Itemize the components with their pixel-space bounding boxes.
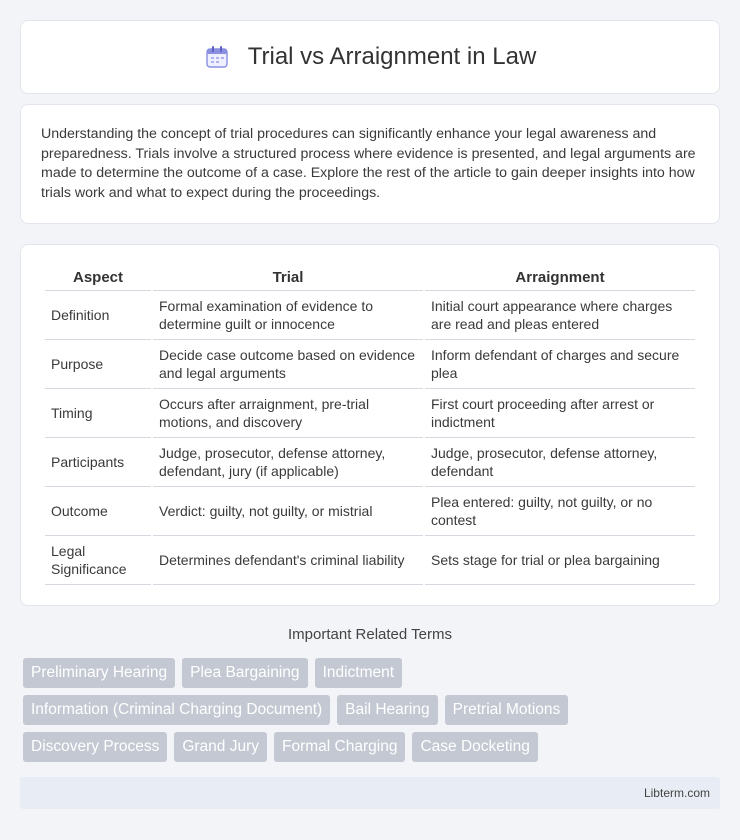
intro-text: Understanding the concept of trial procedures can significantly enhance your legal awareness and preparedness. Trials involve a structured process where evidence is presented, and legal arguments are made to determine the outcome of a case. Explore the rest of the article to gain deeper insights into how trials work and what to expect during the proceedings.	[41, 126, 696, 201]
column-header-trial: Trial	[153, 265, 423, 291]
related-terms-title: Important Related Terms	[288, 626, 452, 643]
table-row	[45, 487, 695, 536]
table-row	[45, 438, 695, 487]
table-row	[45, 291, 695, 340]
comparison-table-card	[20, 244, 720, 606]
intro-card	[20, 104, 720, 224]
cell-arraignment: Inform defendant of charges and secure plea	[425, 340, 695, 389]
page-title: Trial vs Arraignment in Law	[247, 43, 537, 70]
header-card	[20, 20, 720, 94]
cell-trial: Occurs after arraignment, pre-trial motions, and discovery	[153, 389, 423, 438]
cell-trial: Determines defendant's criminal liability	[153, 536, 423, 585]
column-header-arraignment: Arraignment	[425, 265, 695, 291]
term-tag[interactable]: Indictment	[315, 658, 403, 688]
term-tag[interactable]: Discovery Process	[23, 732, 167, 762]
cell-arraignment: Judge, prosecutor, defense attorney, defendant	[425, 438, 695, 487]
term-tag[interactable]: Pretrial Motions	[445, 695, 569, 725]
table-row	[45, 340, 695, 389]
cell-trial: Decide case outcome based on evidence and legal arguments	[153, 340, 423, 389]
term-tag[interactable]: Grand Jury	[174, 732, 267, 762]
term-row	[23, 658, 723, 688]
table-header-row	[45, 265, 695, 291]
cell-arraignment: Plea entered: guilty, not guilty, or no contest	[425, 487, 695, 536]
cell-arraignment: Initial court appearance where charges are read and pleas entered	[425, 291, 695, 340]
cell-aspect: Outcome	[45, 487, 151, 536]
table-row	[45, 536, 695, 585]
related-terms	[23, 658, 723, 769]
cell-trial: Verdict: guilty, not guilty, or mistrial	[153, 487, 423, 536]
term-tag[interactable]: Case Docketing	[412, 732, 537, 762]
calendar-icon	[204, 44, 230, 70]
term-tag[interactable]: Information (Criminal Charging Document)	[23, 695, 330, 725]
term-tag[interactable]: Bail Hearing	[337, 695, 437, 725]
term-tag[interactable]: Formal Charging	[274, 732, 405, 762]
term-tag[interactable]: Plea Bargaining	[182, 658, 307, 688]
comparison-table	[43, 265, 697, 585]
term-row	[23, 732, 723, 762]
cell-aspect: Legal Significance	[45, 536, 151, 585]
cell-arraignment: First court proceeding after arrest or indictment	[425, 389, 695, 438]
footer-link[interactable]: Libterm.com	[643, 786, 710, 800]
table-row	[45, 389, 695, 438]
cell-trial: Formal examination of evidence to determine guilt or innocence	[153, 291, 423, 340]
cell-arraignment: Sets stage for trial or plea bargaining	[425, 536, 695, 585]
cell-aspect: Participants	[45, 438, 151, 487]
cell-aspect: Definition	[45, 291, 151, 340]
term-tag[interactable]: Preliminary Hearing	[23, 658, 175, 688]
cell-aspect: Purpose	[45, 340, 151, 389]
term-row	[23, 695, 723, 725]
column-header-aspect: Aspect	[45, 265, 151, 291]
cell-aspect: Timing	[45, 389, 151, 438]
footer	[20, 777, 720, 809]
cell-trial: Judge, prosecutor, defense attorney, defendant, jury (if applicable)	[153, 438, 423, 487]
